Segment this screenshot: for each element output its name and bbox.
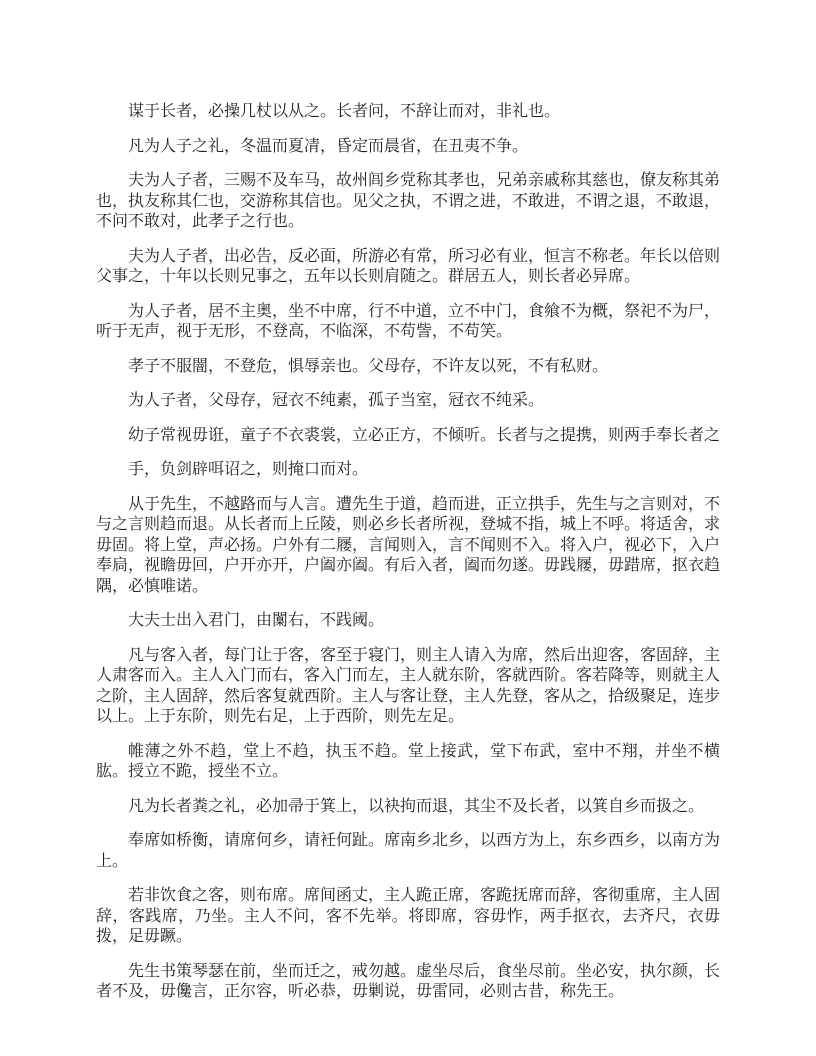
paragraph: 从于先生，不越路而与人言。遭先生于道，趋而进，正立拱手，先生与之言则对，不与之言则趋而退。从长者而上丘陵，则必乡长者所视，登城不指，城上不呼。将适舍，求毋固。将上堂，声必扬。户外有二屦，言闻则入，言不闻则不入。将入户，视必下，入户奉扃，视瞻毋回，户开亦开，户阖亦阖。有后入者，阖而勿遂。毋践屦，毋踖席，抠衣趋隅，必慎唯诺。 [96,495,721,595]
paragraph: 手，负剑辟咡诏之，则掩口而对。 [128,461,369,478]
paragraph: 帷薄之外不趋，堂上不趋，执玉不趋。堂上接武，堂下布武，室中不翔，并坐不横肱。授立不跪，授坐不立。 [96,742,720,780]
paragraph: 若非饮食之客，则布席。席间函丈，主人跪正席，客跪抚席而辞，客彻重席，主人固辞，客践席，乃坐。主人不问，客不先举。将即席，容毋怍，两手抠衣，去齐尺，衣毋拨，足毋蹶。 [96,887,721,945]
paragraph: 幼子常视毋诳，童子不衣裘裳，立必正方，不倾听。长者与之提携，则两手奉长者之 [128,426,721,444]
paragraph: 为人子者，居不主奥，坐不中席，行不中道，立不中门，食飨不为概，祭祀不为尸，听于无声，视于无形，不登高，不临深，不苟訾，不苟笑。 [96,302,721,340]
paragraph: 凡与客入者，每门让于客，客至于寝门，则主人请入为席，然后出迎客，客固辞，主人肃客而入。主人入门而右，客入门而左，主人就东阶，客就西阶。客若降等，则就主人之阶，主人固辞，然后客复就西阶。主人与客让登，主人先登，客从之，拾级聚足，连步以上。上于东阶，则先右足，上于西阶，则先左足。 [96,646,721,725]
paragraph: 为人子者，父母存，冠衣不纯素，孤子当室，冠衣不纯采。 [128,392,545,409]
paragraph: 奉席如桥衡，请席何乡，请衽何趾。席南乡北乡，以西方为上，东乡西乡，以南方为上。 [96,832,721,870]
paragraph: 孝子不服闇，不登危，惧辱亲也。父母存，不许友以死，不有私财。 [128,357,609,375]
paragraph: 夫为人子者，三赐不及车马，故州闾乡党称其孝也，兄弟亲戚称其慈也，僚友称其弟也，执友称其仁也，交游称其信也。见父之执，不谓之进，不敢进，不谓之退，不敢退，不问不敢对，此孝子之行也。 [96,172,721,230]
paragraph: 凡为人子之礼，冬温而夏凊，昏定而晨省，在丑夷不争。 [128,137,529,155]
paragraph: 凡为长者粪之礼，必加帚于箕上，以袂拘而退，其尘不及长者，以箕自乡而扱之。 [128,797,705,815]
paragraph: 大夫士出入君门，由闑右，不践阈。 [128,612,385,629]
document-text-block [96,102,720,1003]
paragraph: 谋于长者，必操几杖以从之。长者问，不辞让而对，非礼也。 [128,103,561,120]
paragraph: 夫为人子者，出必告，反必面，所游必有常，所习必有业，恒言不称老。年长以倍则父事之，十年以长则兄事之，五年以长则肩随之。群居五人，则长者必异席。 [96,247,721,285]
paragraph: 先生书策琴瑟在前，坐而迁之，戒勿越。虚坐尽后，食坐尽前。坐必安，执尔颜，长者不及，毋儳言，正尔容，听必恭，毋剿说，毋雷同，必则古昔，称先王。 [96,962,721,1000]
